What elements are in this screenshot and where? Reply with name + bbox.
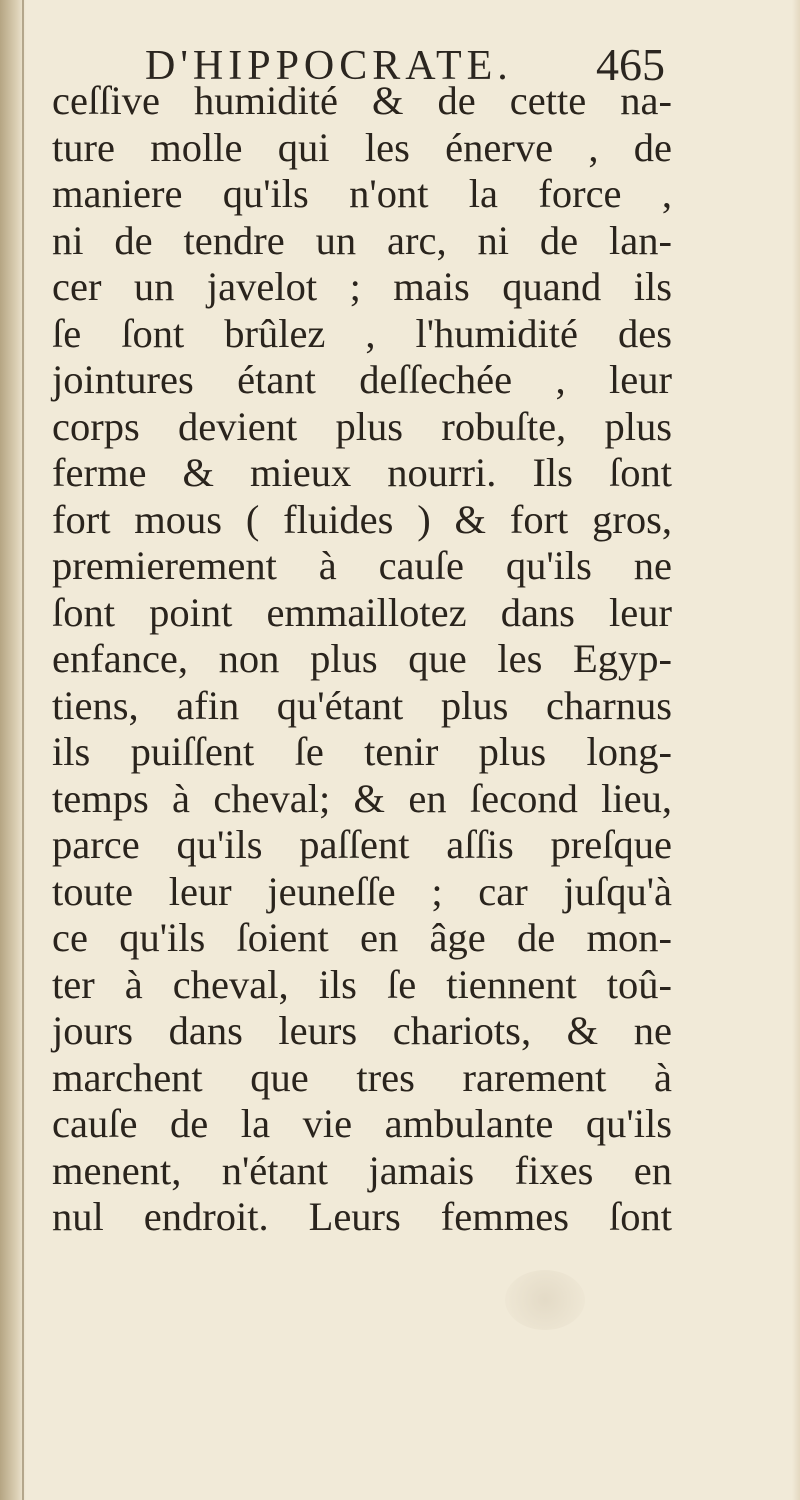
page-number: 465 <box>596 39 665 90</box>
text-line: toute leur jeuneſſe ; car juſqu'à <box>52 868 672 914</box>
text-line: jointures étant deſſechée , leur <box>52 357 672 402</box>
binding-edge <box>22 0 24 1500</box>
text-line: menent, n'étant jamais fixes en <box>52 1147 672 1193</box>
text-line: tiens, afin qu'étant plus charnus <box>52 682 672 728</box>
text-line: jours dans leurs chariots, & ne <box>52 1008 672 1053</box>
text-line: cauſe de la vie ambulante qu'ils <box>52 1101 672 1146</box>
text-line: ter à cheval, ils ſe tiennent toû- <box>52 961 672 1007</box>
text-line: ſont point emmaillotez dans leur <box>52 589 672 635</box>
text-line: premierement à cauſe qu'ils ne <box>52 543 672 588</box>
text-line: ſe ſont brûlez , l'humidité des <box>52 310 672 356</box>
text-line: ce qu'ils ſoient en âge de mon- <box>52 915 672 960</box>
text-line: ils puiſſent ſe tenir plus long- <box>52 729 672 774</box>
text-line: ni de tendre un arc, ni de lan- <box>52 217 672 263</box>
text-line: ferme & mieux nourri. Ils ſont <box>52 450 672 495</box>
text-line: corps devient plus robuſte, plus <box>52 403 672 449</box>
paper-stain <box>505 1270 585 1330</box>
text-line: fort mous ( fluides ) & fort gros, <box>52 496 672 542</box>
text-line: enfance, non plus que les Egyp- <box>52 636 672 681</box>
text-line: ceſſive humidité & de cette na- <box>52 78 672 123</box>
text-line: maniere qu'ils n'ont la force , <box>52 171 672 216</box>
page-edge <box>792 0 800 1500</box>
text-line: nul endroit. Leurs femmes ſont <box>52 1194 672 1239</box>
text-line: marchent que tres rarement à <box>52 1054 672 1100</box>
text-line: parce qu'ils paſſent aſſis preſque <box>52 822 672 867</box>
text-line: cer un javelot ; mais quand ils <box>52 264 672 309</box>
text-line: temps à cheval; & en ſecond lieu, <box>52 775 672 821</box>
body-text <box>52 78 672 1241</box>
running-head: D'HIPPOCRATE. <box>145 43 513 89</box>
text-line: ture molle qui les énerve , de <box>52 124 672 170</box>
